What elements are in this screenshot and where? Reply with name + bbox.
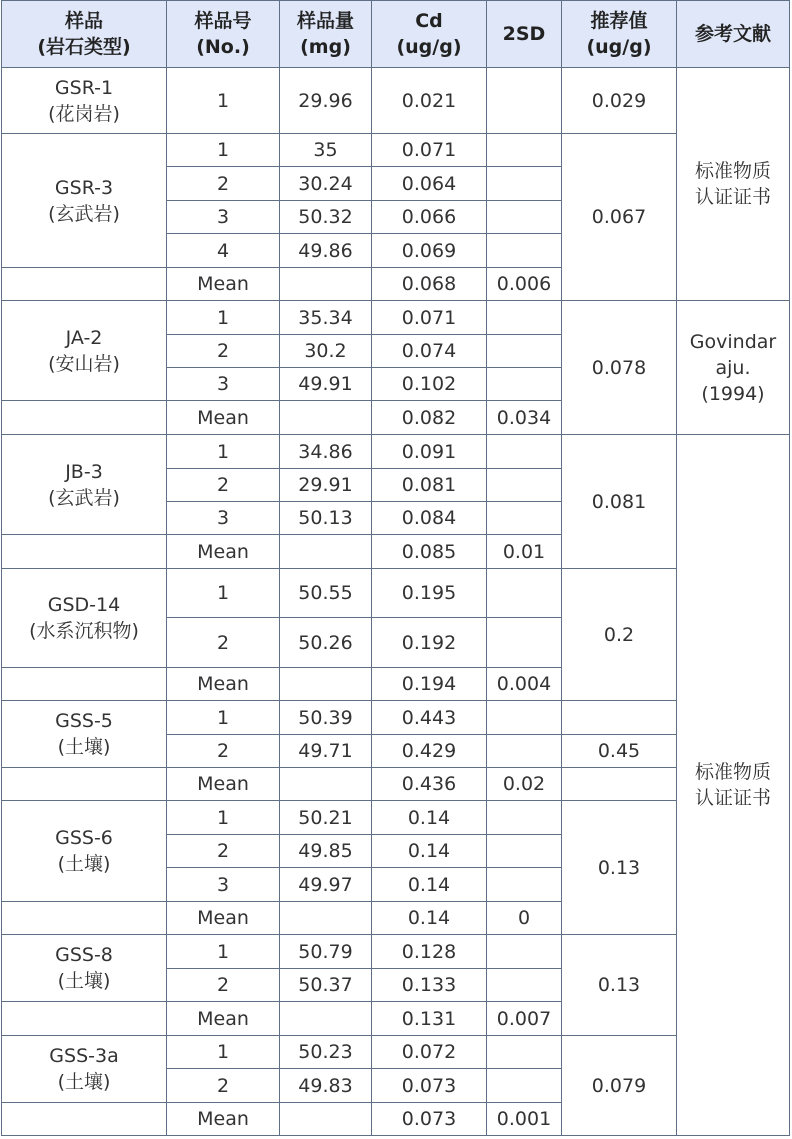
recommended-value: 0.067	[562, 134, 677, 301]
sample-mass: 50.23	[280, 1036, 372, 1069]
cd-value: 0.081	[372, 469, 487, 502]
cd-value: 0.071	[372, 134, 487, 167]
sd-value	[487, 469, 562, 502]
sample-number: 1	[167, 1036, 280, 1069]
sample-number: 1	[167, 134, 280, 167]
sample-mass: 50.55	[280, 569, 372, 618]
header-sample-number: 样品号 (No.)	[167, 1, 280, 68]
sample-mass: 50.21	[280, 801, 372, 835]
sd-value	[487, 134, 562, 167]
sd-value	[487, 1069, 562, 1103]
sample-name	[2, 902, 167, 935]
recommended-value	[562, 768, 677, 801]
sample-number: 1	[167, 435, 280, 469]
sample-number: 1	[167, 68, 280, 134]
cd-value: 0.102	[372, 368, 487, 401]
recommended-value: 0.13	[562, 801, 677, 935]
cd-value: 0.084	[372, 502, 487, 535]
sample-number: 3	[167, 502, 280, 535]
sample-name: GSS-5 (土壤)	[2, 701, 167, 768]
sd-value	[487, 201, 562, 234]
sample-mass: 49.83	[280, 1069, 372, 1103]
sample-number: 2	[167, 735, 280, 768]
cd-value: 0.074	[372, 335, 487, 368]
sample-name: JB-3 (玄武岩)	[2, 435, 167, 535]
sample-mass	[280, 535, 372, 569]
sample-mass: 35.34	[280, 301, 372, 335]
sample-number: 1	[167, 701, 280, 735]
sample-number: 3	[167, 201, 280, 234]
header-cd: Cd (ug/g)	[372, 1, 487, 68]
sd-value	[487, 502, 562, 535]
recommended-value: 0.029	[562, 68, 677, 134]
cd-value: 0.14	[372, 835, 487, 868]
sd-value	[487, 735, 562, 768]
sample-mass	[280, 268, 372, 301]
sd-value	[487, 569, 562, 618]
sd-value	[487, 1036, 562, 1069]
sd-value	[487, 868, 562, 902]
sample-name: GSS-3a (土壤)	[2, 1036, 167, 1103]
cd-mean: 0.073	[372, 1103, 487, 1136]
cd-value: 0.14	[372, 868, 487, 902]
cd-value: 0.429	[372, 735, 487, 768]
cd-mean: 0.14	[372, 902, 487, 935]
sample-number: 2	[167, 335, 280, 368]
cd-value: 0.195	[372, 569, 487, 618]
sample-mass: 29.91	[280, 469, 372, 502]
recommended-value: 0.079	[562, 1036, 677, 1136]
recommended-value: 0.13	[562, 935, 677, 1036]
cd-value: 0.128	[372, 935, 487, 969]
mean-label: Mean	[167, 768, 280, 801]
cd-value: 0.133	[372, 969, 487, 1002]
cd-value: 0.064	[372, 167, 487, 201]
cd-mean: 0.068	[372, 268, 487, 301]
sd-value	[487, 234, 562, 268]
sample-mass	[280, 902, 372, 935]
recommended-value: 0.078	[562, 301, 677, 435]
sd-value	[487, 68, 562, 134]
sample-mass: 50.79	[280, 935, 372, 969]
mean-label: Mean	[167, 1002, 280, 1036]
cd-value: 0.066	[372, 201, 487, 234]
sample-number: 2	[167, 969, 280, 1002]
sample-mass	[280, 1002, 372, 1036]
sample-name: GSD-14 (水系沉积物)	[2, 569, 167, 668]
sample-mass	[280, 768, 372, 801]
sample-number: 4	[167, 234, 280, 268]
sample-name	[2, 1002, 167, 1036]
sample-mass: 49.91	[280, 368, 372, 401]
cd-value: 0.073	[372, 1069, 487, 1103]
header-sample-mass: 样品量 (mg)	[280, 1, 372, 68]
sd-value: 0.01	[487, 535, 562, 569]
cd-mean: 0.082	[372, 401, 487, 435]
sample-mass	[280, 668, 372, 701]
sd-value: 0.034	[487, 401, 562, 435]
sample-name	[2, 1103, 167, 1136]
sample-mass: 50.26	[280, 618, 372, 668]
mean-label: Mean	[167, 401, 280, 435]
recommended-value: 0.081	[562, 435, 677, 569]
sample-mass: 49.85	[280, 835, 372, 868]
sd-value: 0.007	[487, 1002, 562, 1036]
sample-name: GSR-3 (玄武岩)	[2, 134, 167, 268]
sample-name: GSR-1 (花岗岩)	[2, 68, 167, 134]
sample-number: 2	[167, 469, 280, 502]
sample-mass: 49.71	[280, 735, 372, 768]
sd-value	[487, 167, 562, 201]
sample-number: 1	[167, 935, 280, 969]
mean-label: Mean	[167, 535, 280, 569]
sample-mass: 49.97	[280, 868, 372, 902]
sample-mass	[280, 1103, 372, 1136]
sd-value: 0.001	[487, 1103, 562, 1136]
sample-number: 2	[167, 835, 280, 868]
cd-mean: 0.194	[372, 668, 487, 701]
sample-name	[2, 401, 167, 435]
sd-value	[487, 701, 562, 735]
sd-value	[487, 301, 562, 335]
cd-mean: 0.085	[372, 535, 487, 569]
sample-mass: 50.32	[280, 201, 372, 234]
header-2sd: 2SD	[487, 1, 562, 68]
sample-name	[2, 668, 167, 701]
sample-name	[2, 768, 167, 801]
sample-number: 2	[167, 1069, 280, 1103]
recommended-value: 0.2	[562, 569, 677, 701]
sample-mass: 30.24	[280, 167, 372, 201]
mean-label: Mean	[167, 1103, 280, 1136]
cd-value: 0.091	[372, 435, 487, 469]
sample-name: GSS-6 (土壤)	[2, 801, 167, 902]
sample-name: JA-2 (安山岩)	[2, 301, 167, 401]
cd-value: 0.443	[372, 701, 487, 735]
cd-value: 0.192	[372, 618, 487, 668]
cd-mean: 0.131	[372, 1002, 487, 1036]
sample-mass: 50.37	[280, 969, 372, 1002]
cd-value: 0.071	[372, 301, 487, 335]
sample-mass	[280, 401, 372, 435]
header-reference: 参考文献	[677, 1, 790, 68]
cd-value: 0.069	[372, 234, 487, 268]
sd-value	[487, 368, 562, 401]
sample-number: 2	[167, 618, 280, 668]
mean-label: Mean	[167, 902, 280, 935]
recommended-value: 0.45	[562, 735, 677, 768]
sample-mass: 29.96	[280, 68, 372, 134]
header-recommended-value: 推荐值 (ug/g)	[562, 1, 677, 68]
sample-name	[2, 535, 167, 569]
sample-number: 2	[167, 167, 280, 201]
sample-number: 1	[167, 569, 280, 618]
sample-mass: 35	[280, 134, 372, 167]
sample-mass: 50.13	[280, 502, 372, 535]
sample-number: 3	[167, 368, 280, 401]
sample-number: 3	[167, 868, 280, 902]
sd-value	[487, 618, 562, 668]
sample-mass: 30.2	[280, 335, 372, 368]
sd-value	[487, 835, 562, 868]
cd-value: 0.14	[372, 801, 487, 835]
cd-value: 0.021	[372, 68, 487, 134]
recommended-value	[562, 701, 677, 735]
reference-certificate: 标准物质 认证证书	[677, 68, 790, 301]
sample-number: 1	[167, 301, 280, 335]
sd-value: 0.004	[487, 668, 562, 701]
sample-mass: 49.86	[280, 234, 372, 268]
sd-value	[487, 801, 562, 835]
reference-certificate: 标准物质 认证证书	[677, 435, 790, 1136]
sample-name	[2, 268, 167, 301]
reference-govindaraju: Govindar aju. (1994)	[677, 301, 790, 435]
sd-value: 0.02	[487, 768, 562, 801]
sd-value: 0	[487, 902, 562, 935]
sd-value	[487, 935, 562, 969]
sd-value	[487, 435, 562, 469]
sd-value: 0.006	[487, 268, 562, 301]
sample-mass: 34.86	[280, 435, 372, 469]
header-sample: 样品 (岩石类型)	[2, 1, 167, 68]
sd-value	[487, 335, 562, 368]
mean-label: Mean	[167, 268, 280, 301]
sample-name: GSS-8 (土壤)	[2, 935, 167, 1002]
sd-value	[487, 969, 562, 1002]
cd-mean: 0.436	[372, 768, 487, 801]
sample-mass: 50.39	[280, 701, 372, 735]
mean-label: Mean	[167, 668, 280, 701]
cd-value: 0.072	[372, 1036, 487, 1069]
sample-number: 1	[167, 801, 280, 835]
results-table	[1, 0, 790, 1136]
